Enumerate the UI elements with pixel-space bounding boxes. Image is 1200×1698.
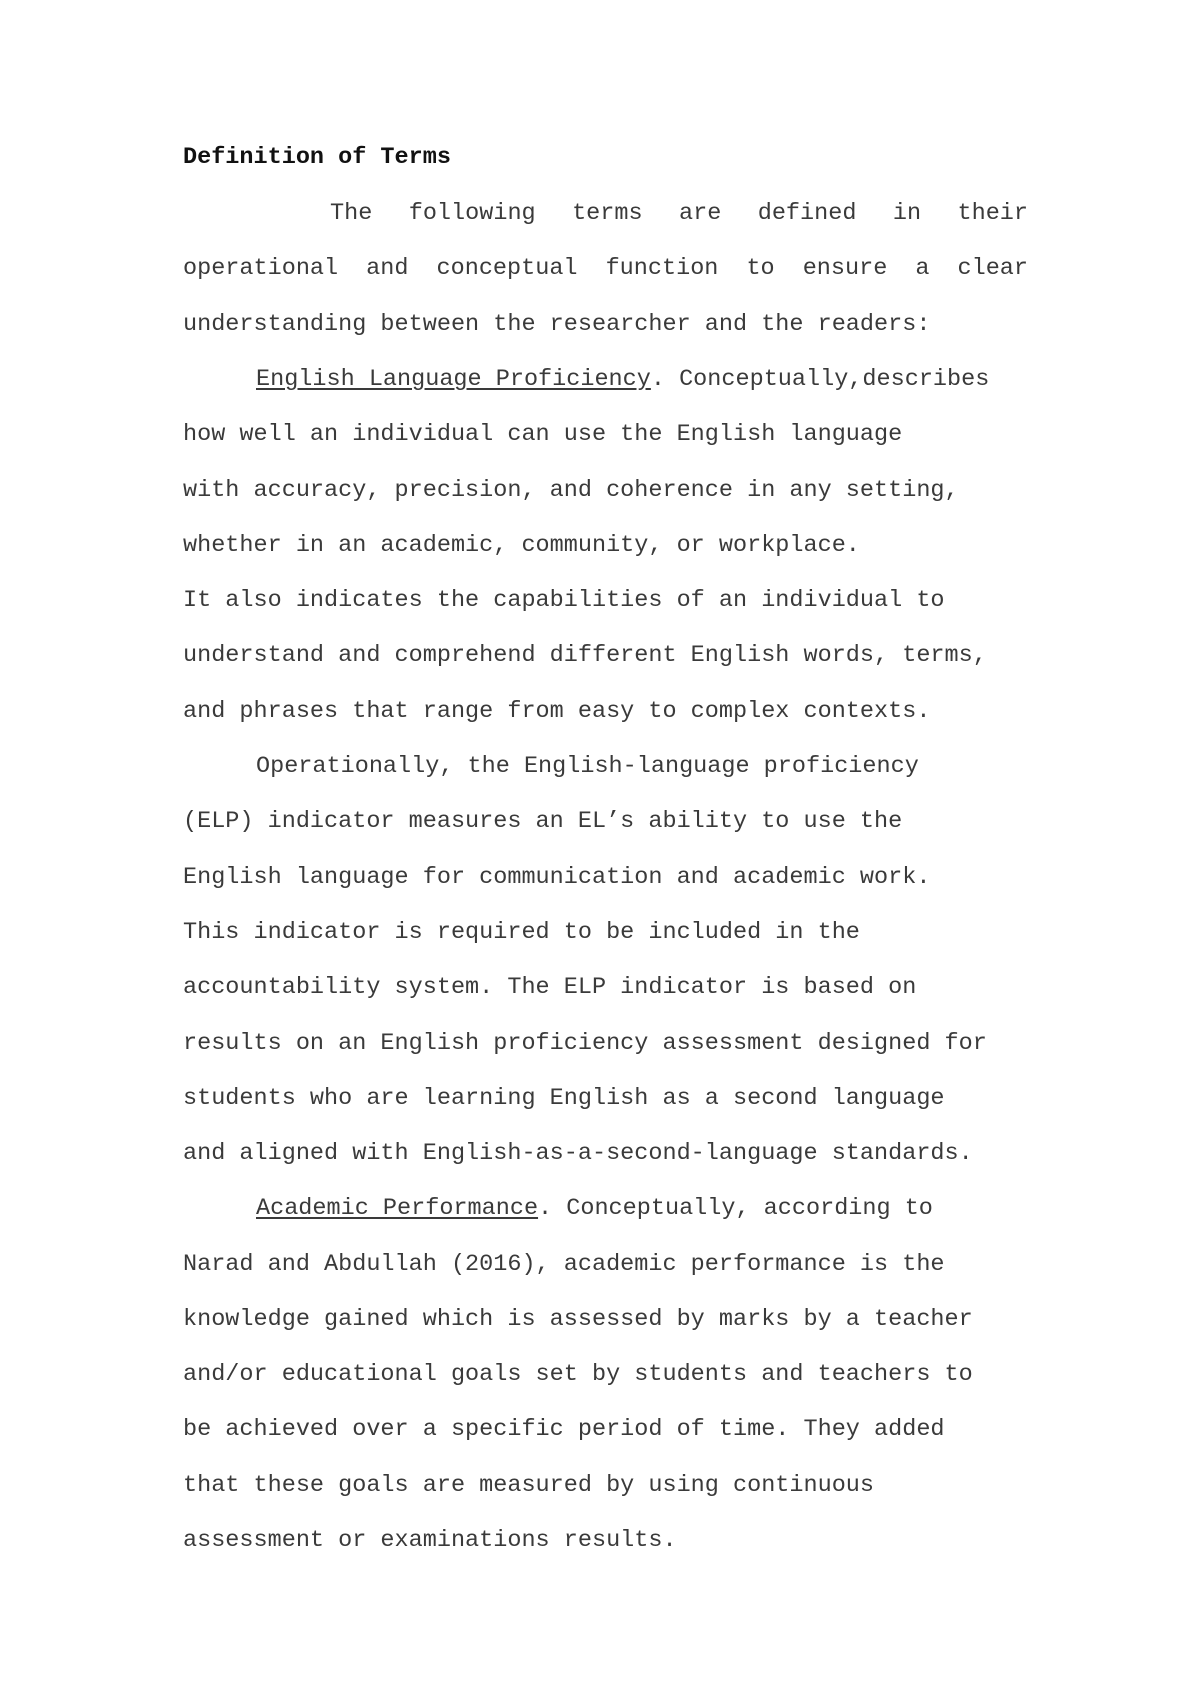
elp-line-6: and phrases that range from easy to complex contexts. [183,698,931,725]
elp-operational-line-2: (ELP) indicator measures an EL’s ability to use the [183,808,903,835]
intro-line-2: operational and conceptual function to ensure a clear [183,255,1028,282]
intro-line-1: The following terms are defined in their [330,200,1028,227]
academic-line-3: and/or educational goals set by students and teachers to [183,1361,973,1388]
elp-operational-line-1: Operationally, the English-language proficiency [256,753,919,780]
academic-line-5: that these goals are measured by using continuous [183,1472,875,1499]
elp-term: English Language Proficiency [256,366,651,393]
elp-line-3: whether in an academic, community, or workplace. [183,532,860,559]
academic-first-line-rest: . Conceptually, according to [538,1195,933,1222]
elp-line-2: with accuracy, precision, and coherence in any setting, [183,477,959,504]
elp-operational-line-8: and aligned with English-as-a-second-language standards. [183,1140,973,1167]
elp-operational-line-7: students who are learning English as a second language [183,1085,945,1112]
elp-operational-line-4: This indicator is required to be included in the [183,919,860,946]
section-heading: Definition of Terms [183,144,451,171]
academic-line-4: be achieved over a specific period of time. They added [183,1416,945,1443]
academic-term: Academic Performance [256,1195,539,1222]
elp-line-4: It also indicates the capabilities of an individual to [183,587,945,614]
academic-first-line [256,1194,933,1224]
academic-line-1: Narad and Abdullah (2016), academic performance is the [183,1251,945,1278]
elp-operational-line-6: results on an English proficiency assessment designed for [183,1030,987,1057]
elp-operational-line-5: accountability system. The ELP indicator is based on [183,974,917,1001]
elp-line-5: understand and comprehend different English words, terms, [183,642,987,669]
elp-operational-line-3: English language for communication and academic work. [183,864,931,891]
elp-first-line [256,365,989,395]
intro-line-3: understanding between the researcher and the readers: [183,311,931,338]
elp-line-1: how well an individual can use the English language [183,421,903,448]
academic-line-2: knowledge gained which is assessed by marks by a teacher [183,1306,973,1333]
elp-first-line-rest: . Conceptually,describes [650,366,990,393]
academic-line-6: assessment or examinations results. [183,1527,677,1554]
